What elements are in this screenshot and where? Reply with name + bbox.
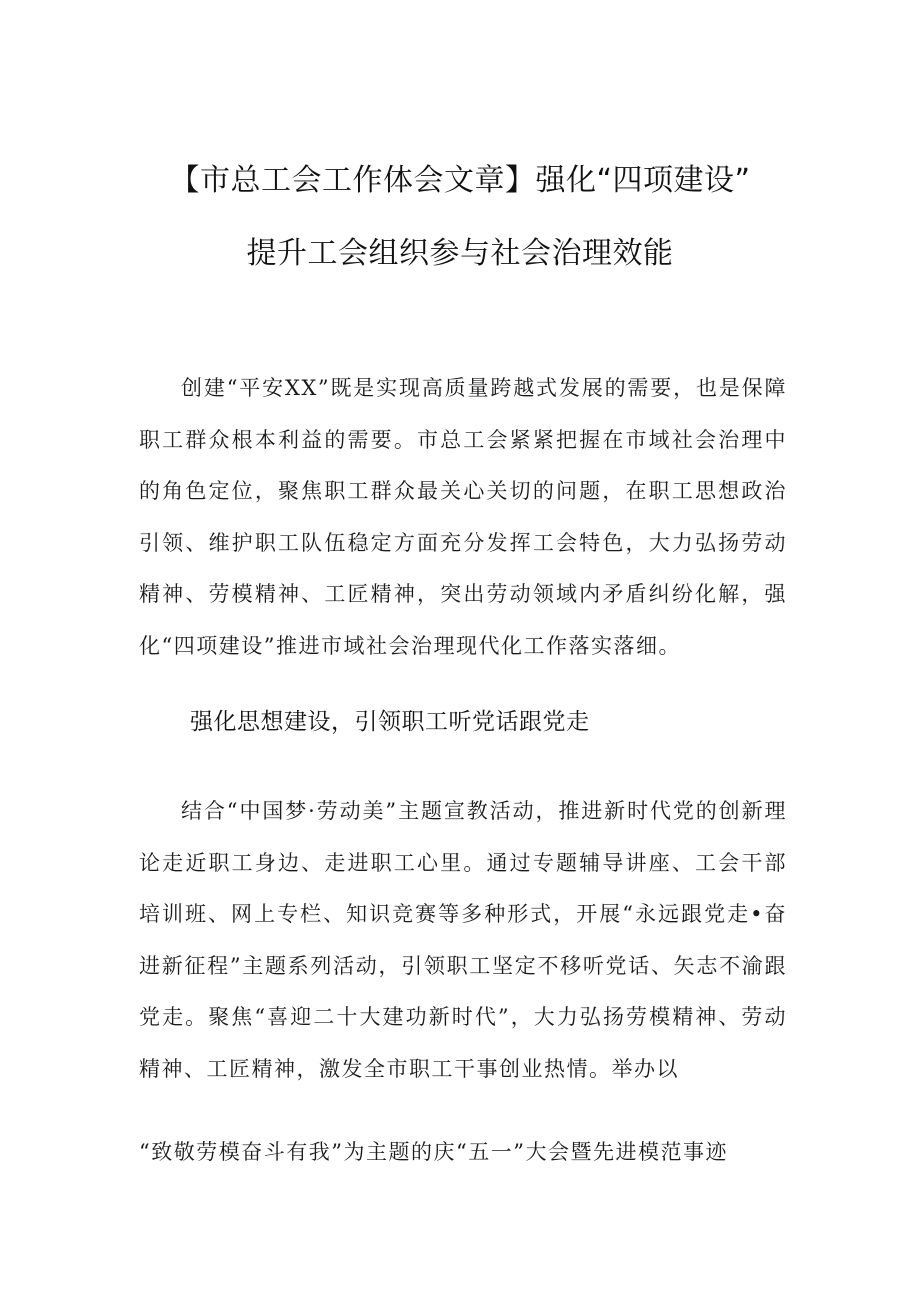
body-paragraph-continued: “致敬劳模奋斗有我”为主题的庆“五一”大会暨先进模范事迹 <box>139 1140 728 1164</box>
body-paragraph-section-1: 结合“中国梦·劳动美”主题宣教活动，推进新时代党的创新理论走近职工身边、走进职工心里。通过专题辅导讲座、工会干部培训班、网上专栏、知识竞赛等多种形式，开展“永远跟党走•奋进新征程”主题系列活动，引领职工坚定不移听党话、矢志不渝跟党走。聚焦“喜迎二十大建功新时代”，大力弘扬劳模精神、劳动精神、工匠精神，激发全市职工干事创业热情。举办以 <box>139 799 787 1081</box>
section-heading: 强化思想建设，引领职工听党话跟党走 <box>190 709 590 735</box>
document-title-line-1: 【市总工会工作体会文章】强化“四项建设” <box>169 163 751 198</box>
body-paragraph-intro: 创建“平安XX”既是实现高质量跨越式发展的需要，也是保障职工群众根本利益的需要。市总工会紧紧把握在市域社会治理中的角色定位，聚焦职工群众最关心关切的问题，在职工思想政治引领、维护职工队伍稳定方面充分发挥工会特色，大力弘扬劳动精神、劳模精神、工匠精神，突出劳动领域内矛盾纠纷化解，强化“四项建设”推进市域社会治理现代化工作落实落细。 <box>139 376 787 658</box>
document-title-line-2: 提升工会组织参与社会治理效能 <box>246 236 674 271</box>
